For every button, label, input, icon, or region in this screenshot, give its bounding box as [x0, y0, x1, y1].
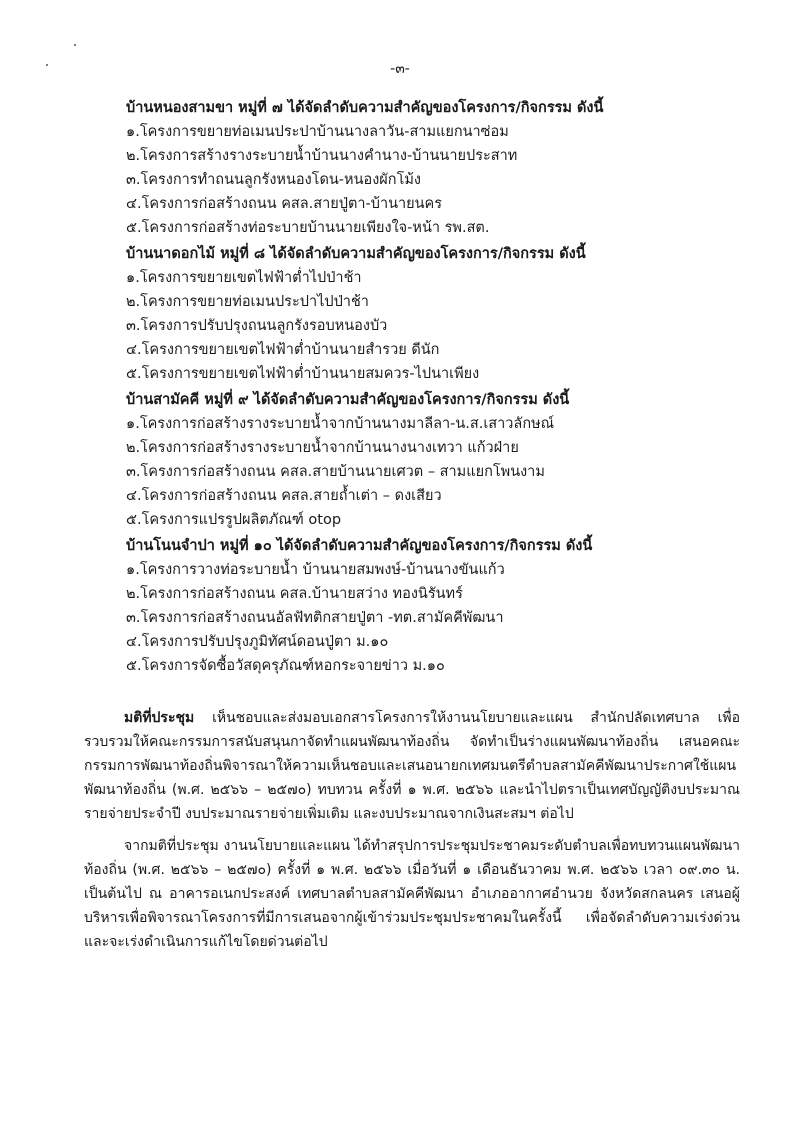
village-section [126, 96, 766, 240]
summary-paragraph [84, 834, 740, 954]
project-item: ๔.โครงการก่อสร้างถนน คสล.สายถ้ำเต่า – ดงเสียว [126, 488, 442, 504]
resolution-label: มติที่ประชุม [124, 710, 195, 726]
project-item: ๔.โครงการขยายเขตไฟฟ้าต่ำบ้านนายสำรวย ดีนัก [126, 342, 440, 358]
village-section [126, 534, 766, 678]
project-item: ๕.โครงการจัดซื้อวัสดุครุภัณฑ์หอกระจายข่าว ม.๑๐ [126, 658, 445, 674]
project-item: ๔.โครงการปรับปรุงภูมิทัศน์ดอนปู่ตา ม.๑๐ [126, 634, 389, 650]
resolution-paragraph [84, 706, 740, 826]
project-item: ๒.โครงการก่อสร้างถนน คสล.บ้านายสว่าง ทองนิรันทร์ [126, 586, 463, 602]
resolution-text: เห็นชอบและส่งมอบเอกสารโครงการให้งานนโยบายและแผน สำนักปลัดเทศบาล เพื่อรวบรวมให้คณะกรรมการสนับสนุนกาจัดทำแผนพัฒนาท้องถิ่น จัดทำเป็นร่างแผนพัฒนาท้องถิ่น เสนอคณะกรรมการพัฒนาท้องถิ่นพิจารณาให้ความเห็นชอบและเสนอนายกเทศมนตรีตำบลสามัคคีพัฒนาประกาศใช้แผนพัฒนาท้องถิ่น (พ.ศ. ๒๕๖๖ – ๒๕๗๐) ทบทวน ครั้งที่ ๑ พ.ศ. ๒๕๖๖ และนำไปตราเป็นเทศบัญญัติงบประมาณรายจ่ายประจำปี งบประมาณรายจ่ายเพิ่มเติม และงบประมาณจากเงินสะสมฯ ต่อไป [84, 710, 740, 822]
village-heading: บ้านนาดอกไม้ หมู่ที่ ๘ ได้จัดลำดับความสำคัญของโครงการ/กิจกรรม ดังนี้ [126, 246, 586, 262]
village-section [126, 242, 766, 386]
scan-speck [74, 44, 76, 46]
village-heading: บ้านโนนจำปา หมู่ที่ ๑๐ ได้จัดลำดับความสำคัญของโครงการ/กิจกรรม ดังนี้ [126, 538, 593, 554]
village-heading: บ้านหนองสามขา หมู่ที่ ๗ ได้จัดลำดับความสำคัญของโครงการ/กิจกรรม ดังนี้ [126, 100, 604, 116]
project-item: ๑.โครงการก่อสร้างรางระบายน้ำจากบ้านนางมาลีลา-น.ส.เสาวลักษณ์ [126, 416, 555, 432]
project-item: ๑.โครงการวางท่อระบายน้ำ บ้านนายสมพงษ์-บ้านนางขันแก้ว [126, 562, 505, 578]
project-item: ๓.โครงการก่อสร้างถนนอัลฟัทติกสายปู่ตา -ทต.สามัคคีพัฒนา [126, 610, 504, 626]
project-item: ๓.โครงการก่อสร้างถนน คสล.สายบ้านนายเศวต – สามแยกโพนงาม [126, 464, 545, 480]
project-item: ๑.โครงการขยายเขตไฟฟ้าต่ำไปป่าช้า [126, 270, 362, 286]
project-item: ๔.โครงการก่อสร้างถนน คสล.สายปู่ตา-บ้านายนคร [126, 196, 443, 212]
project-item: ๓.โครงการปรับปรุงถนนลูกรังรอบหนองบัว [126, 318, 388, 334]
project-item: ๒.โครงการก่อสร้างรางระบายน้ำจากบ้านนางนางเทวา แก้วฝ่าย [126, 440, 519, 456]
project-item: ๑.โครงการขยายท่อเมนประปาบ้านนางลาวัน-สามแยกนาซ่อม [126, 124, 509, 140]
project-item: ๓.โครงการทำถนนลูกรังหนองโดน-หนองผักโม้ง [126, 172, 421, 188]
project-item: ๒.โครงการสร้างรางระบายน้ำบ้านนางคำนาง-บ้านนายประสาท [126, 148, 518, 164]
project-item: ๕.โครงการขยายเขตไฟฟ้าต่ำบ้านนายสมควร-ไปนาเพียง [126, 366, 480, 382]
village-heading: บ้านสามัคคี หมู่ที่ ๙ ได้จัดลำดับความสำคัญของโครงการ/กิจกรรม ดังนี้ [126, 392, 570, 408]
project-item: ๕.โครงการก่อสร้างท่อระบายบ้านนายเพียงใจ-หน้า รพ.สต. [126, 220, 490, 236]
summary-text: จากมติที่ประชุม งานนโยบายและแผน ได้ทำสรุปการประชุมประชาคมระดับตำบลเพื่อทบทวนแผนพัฒนาท้องถิ่น (พ.ศ. ๒๕๖๖ – ๒๕๗๐) ครั้งที่ ๑ พ.ศ. ๒๕๖๖ เมื่อวันที่ ๑ เดือนธันวาคม พ.ศ. ๒๕๖๖ เวลา ๐๙.๓๐ น. เป็นต้นไป ณ อาคารอเนกประสงค์ เทศบาลตำบลสามัคคีพัฒนา อำเภออากาศอำนวย จังหวัดสกลนคร เสนอผู้บริหารเพื่อพิจารณาโครงการที่มีการเสนอจากผู้เข้าร่วมประชุมประชาคมในครั้งนี้ เพื่อจัดลำดับความเร่งด่วน และจะเร่งดำเนินการแก้ไขโดยด่วนต่อไป [84, 838, 740, 950]
project-item: ๕.โครงการแปรรูปผลิตภัณฑ์ otop [126, 512, 342, 528]
project-item: ๒.โครงการขยายท่อเมนประปาไปป่าช้า [126, 294, 369, 310]
village-section [126, 388, 766, 532]
page-number: -๓- [390, 61, 410, 77]
